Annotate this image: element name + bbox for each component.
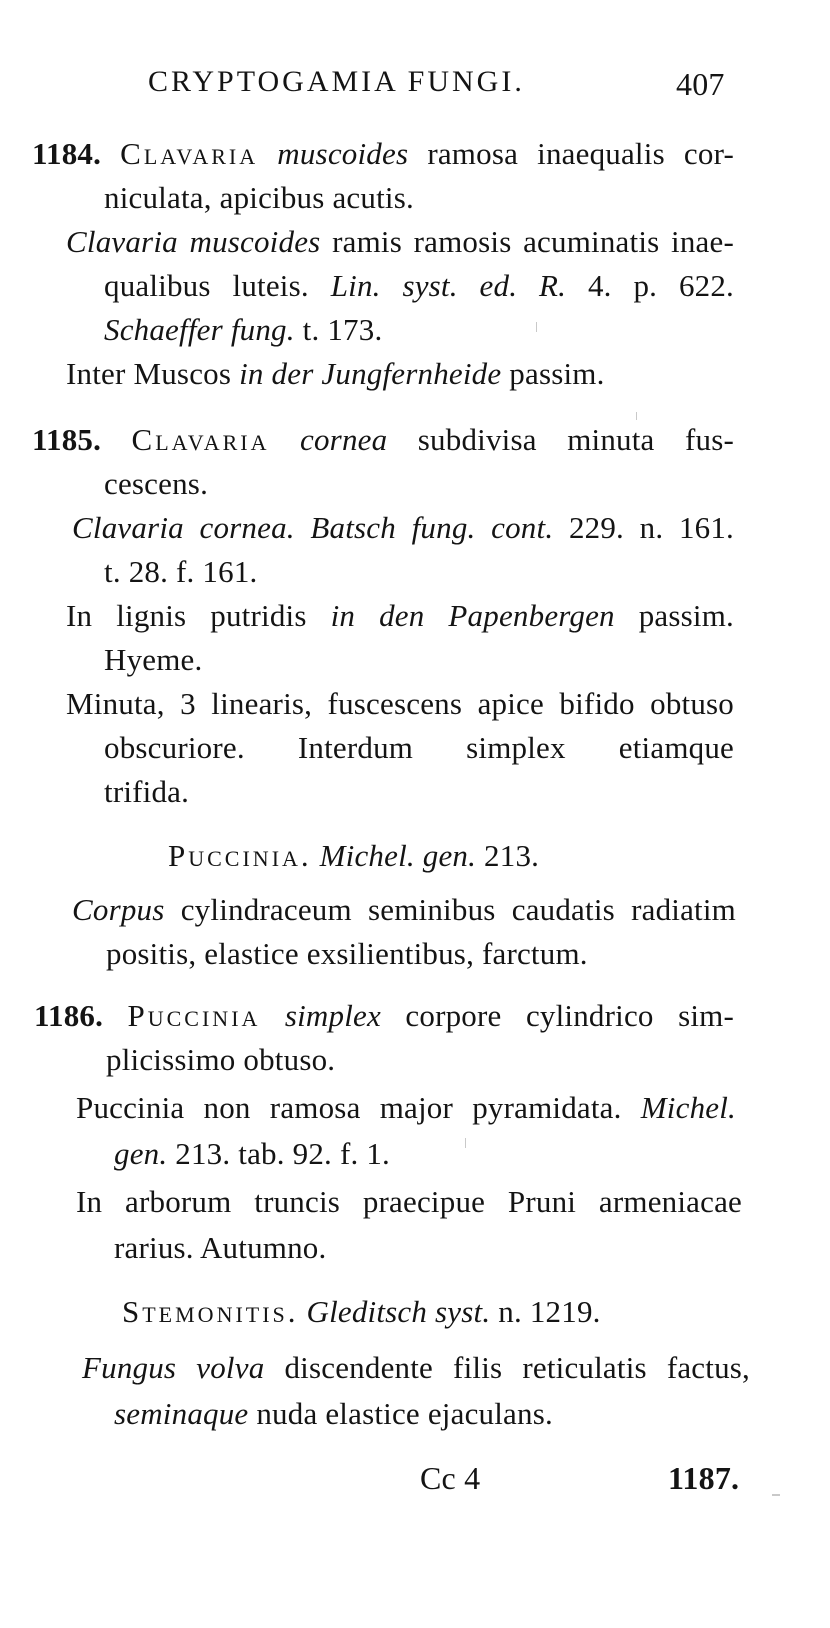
citation-page: n. 1219. <box>498 1294 601 1329</box>
page-number: 407 <box>676 66 725 102</box>
entry-1184-synonym-line-1 <box>66 222 734 262</box>
character-text: discendente filis reticulatis factus, <box>284 1350 750 1385</box>
entry-1184-synonym-line-2 <box>104 266 734 306</box>
citation: Michel. gen. <box>319 838 477 873</box>
citation: Lin. syst. ed. R. <box>330 268 567 303</box>
entry-1185-habitat-line-1 <box>66 596 734 636</box>
entry-number: 1184. <box>32 136 102 171</box>
entry-1186-habitat-line-1: In arborum truncis praecipue Pruni armeniacae <box>76 1184 742 1219</box>
synonym-name: Puccinia non ramosa major pyramidata. <box>76 1090 622 1125</box>
character-lead: Fungus volva <box>82 1350 265 1385</box>
entry-1184-habitat <box>66 354 605 394</box>
entry-1185-note-line-1: Minuta, 3 linearis, fuscescens apice bifido obtuso <box>66 686 734 721</box>
synonym-name: Clavaria muscoides <box>66 224 321 259</box>
character-text: cylindraceum seminibus caudatis radiatim <box>180 892 736 927</box>
habitat-text: passim. <box>509 356 605 391</box>
diagnosis-text: corpore cylindrico sim- <box>405 998 734 1033</box>
stemonitis-character-line-2 <box>114 1394 553 1434</box>
synonym-name: Clavaria cornea. <box>72 510 295 545</box>
character-text: nuda elastice ejaculans. <box>256 1396 553 1431</box>
genus-heading-puccinia <box>168 836 539 876</box>
catchword: 1187. <box>668 1460 740 1496</box>
stemonitis-character-line-1 <box>82 1348 750 1388</box>
habitat-text: passim. <box>638 598 734 633</box>
entry-1184-line-1 <box>32 134 734 174</box>
puccinia-character-line-1 <box>72 890 736 930</box>
habitat-text: In lignis putridis <box>66 598 307 633</box>
entry-1185-synonym-line-1 <box>72 508 734 548</box>
entry-1186-habitat-line-2: rarius. Autumno. <box>114 1230 327 1265</box>
scan-speck <box>465 1138 466 1148</box>
species-name: simplex <box>284 998 381 1033</box>
species-name: cornea <box>300 422 388 457</box>
synonym-text: qualibus luteis. <box>104 268 309 303</box>
character-lead: seminaque <box>114 1396 249 1431</box>
running-header-title: CRYPTOGAMIA FUNGI. <box>148 65 525 98</box>
citation-plate: 213. tab. 92. f. 1. <box>175 1136 391 1171</box>
entry-1184-synonym-line-3 <box>104 310 382 350</box>
genus-name: Clavaria <box>131 422 270 457</box>
species-name: muscoides <box>277 136 409 171</box>
citation-plate: t. 173. <box>302 312 383 347</box>
entry-1186-synonym-line-2 <box>114 1134 390 1174</box>
entry-1185-line-2: cescens. <box>104 466 209 501</box>
citation: Batsch fung. cont. <box>310 510 554 545</box>
character-lead: Corpus <box>72 892 165 927</box>
citation: Schaeffer fung. <box>104 312 295 347</box>
entry-1186-synonym-line-1 <box>76 1088 736 1128</box>
entry-number: 1186. <box>34 998 104 1033</box>
entry-1185-synonym-line-2: t. 28. f. 161. <box>104 554 258 589</box>
citation: Michel. <box>640 1090 736 1125</box>
citation: gen. <box>114 1136 168 1171</box>
puccinia-character-line-2: positis, elastice exsilientibus, farctum. <box>106 936 588 971</box>
scan-speck <box>636 412 637 420</box>
diagnosis-text: ramosa inaequalis cor- <box>427 136 735 171</box>
citation-page: 4. p. 622. <box>587 268 735 303</box>
entry-1185-note-line-2: obscuriore. Interdum simplex etiamque <box>104 730 734 765</box>
entry-1186-line-2: plicissimo obtuso. <box>106 1042 336 1077</box>
signature-mark: Cc 4 <box>420 1460 481 1496</box>
habitat-text: Inter Muscos <box>66 356 232 391</box>
citation-page: 229. n. 161. <box>568 510 735 545</box>
diagnosis-text: subdivisa minuta fus- <box>417 422 734 457</box>
citation: Gleditsch syst. <box>306 1294 491 1329</box>
entry-1185-line-1 <box>32 420 734 460</box>
synonym-text: ramis ramosis acuminatis inae- <box>332 224 734 259</box>
entry-1186-line-1 <box>34 996 734 1036</box>
entry-number: 1185. <box>32 422 102 457</box>
entry-1184-line-2: niculata, apicibus acutis. <box>104 180 414 215</box>
citation-page: 213. <box>484 838 540 873</box>
entry-1185-habitat-line-2: Hyeme. <box>104 642 203 677</box>
genus-heading-stemonitis <box>122 1292 601 1332</box>
entry-1185-note-line-3: trifida. <box>104 774 190 809</box>
genus-name: Clavaria <box>120 136 259 171</box>
genus-name: Puccinia <box>127 998 261 1033</box>
genus-heading-name: Stemonitis. <box>122 1294 299 1329</box>
locality: in den Papenbergen <box>330 598 615 633</box>
locality: in der Jungfernheide <box>239 356 502 391</box>
scan-speck <box>772 1494 780 1496</box>
genus-heading-name: Puccinia. <box>168 838 312 873</box>
scan-speck <box>536 322 537 332</box>
